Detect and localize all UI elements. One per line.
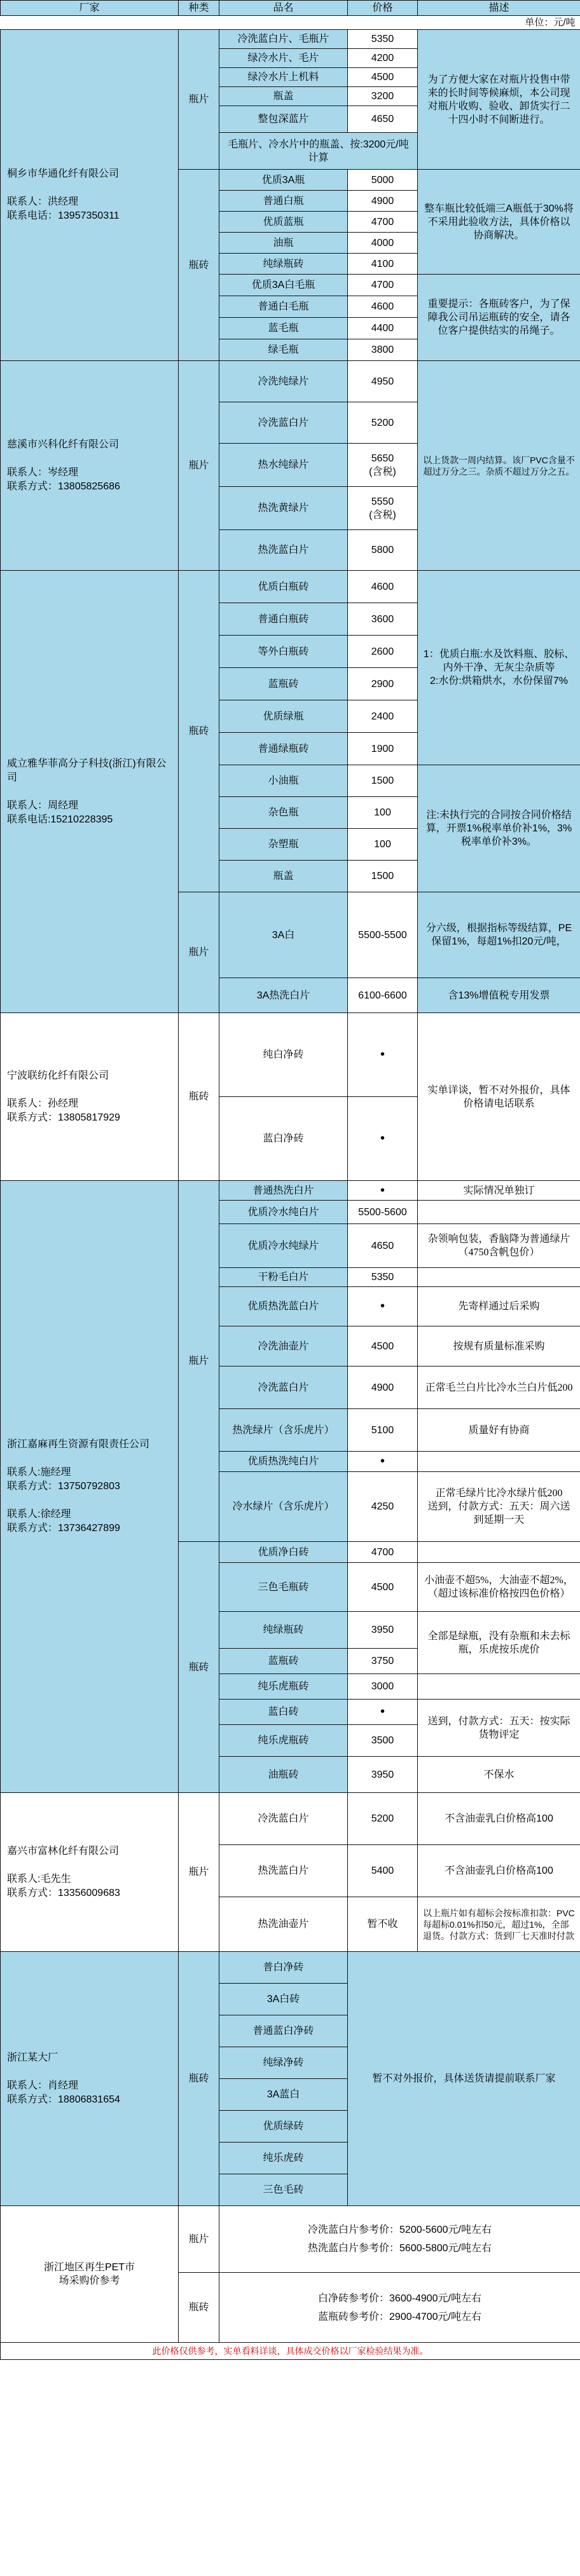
description: 以上货款一周内结算。该厂PVC含量不超过万分之三。杂质不超过万分之五。 — [418, 361, 580, 571]
type-cell: 瓶片 — [179, 1181, 219, 1542]
product-price: 5000 — [348, 170, 418, 191]
contact-person: 联系人:徐经理 — [7, 1509, 71, 1520]
type-cell: 瓶片 — [179, 1793, 219, 1952]
description — [418, 1201, 580, 1224]
product-name: 绿冷水片、毛片 — [219, 49, 348, 68]
product-name: 热水纯绿片 — [219, 444, 348, 487]
product-price: 3750 — [348, 1649, 418, 1674]
product-price: 100 — [348, 797, 418, 829]
product-price: 3200 — [348, 87, 418, 106]
contact-phone: 联系方式：13736427899 — [7, 1523, 120, 1534]
product-price: 5500-5500 — [348, 892, 418, 978]
product-price: 暂不收 — [348, 1897, 418, 1952]
reference-line: 蓝瓶砖参考价：2900-4700元/吨左右 — [318, 2311, 481, 2322]
product-price: 2400 — [348, 700, 418, 733]
description: 为了方便大家在对瓶片投售中带来的长时间等候麻烦，本公司现对瓶片收购、验收、卸货实行二十四小时不间断进行。 — [418, 30, 580, 170]
product-name: 优质热洗蓝白片 — [219, 1287, 348, 1326]
product-name: 冷洗蓝白片 — [219, 1793, 348, 1845]
product-price: 3600 — [348, 603, 418, 636]
contact-person: 联系人:毛先生 — [7, 1873, 71, 1884]
product-name: 热洗蓝白片 — [219, 1845, 348, 1897]
product-price: 4700 — [348, 212, 418, 233]
description: 送到，付款方式：五天：按实际货物评定 — [418, 1700, 580, 1757]
contact-person: 联系人：肖经理 — [7, 2080, 79, 2091]
product-price: 4600 — [348, 296, 418, 318]
reference-block — [219, 2273, 580, 2343]
product-name: 优质热洗纯白片 — [219, 1452, 348, 1472]
product-name: 纯乐虎瓶砖 — [219, 1674, 348, 1700]
product-price: • — [348, 1181, 418, 1201]
product-name: 纯乐虎瓶砖 — [219, 1725, 348, 1757]
product-name: 纯绿净砖 — [219, 2047, 348, 2079]
product-name: 普通白瓶砖 — [219, 603, 348, 636]
contact-phone: 联系电话：13957350311 — [7, 210, 120, 221]
contact-phone: 联系方式：13356009683 — [7, 1887, 120, 1898]
product-name: 优质3A瓶 — [219, 170, 348, 191]
description: 以上瓶片如有超标会按标准扣款：PVC每超标0.01%扣50元，超过1%，全部退货。付款方式：货到厂七天准时付款 — [418, 1897, 580, 1952]
contact-phone: 联系方式：13805825686 — [7, 480, 120, 492]
product-name: 热洗黄绿片 — [219, 487, 348, 530]
product-price: • — [348, 1700, 418, 1725]
description — [418, 1268, 580, 1287]
product-price: 4500 — [348, 68, 418, 87]
type-cell: 瓶片 — [179, 361, 219, 571]
product-price: 5500-5600 — [348, 1201, 418, 1224]
header-type: 种类 — [179, 1, 219, 16]
product-price: 4500 — [348, 1326, 418, 1366]
header-price: 价格 — [348, 1, 418, 16]
product-price: 4000 — [348, 233, 418, 254]
product-price: 5800 — [348, 530, 418, 571]
product-price: 4950 — [348, 361, 418, 402]
product-price: 4650 — [348, 1224, 418, 1268]
description: 整车瓶比较低端三A瓶低于30%将不采用此验收方法，具体价格以协商解决。 — [418, 170, 580, 275]
product-name: 纯白净砖 — [219, 1013, 348, 1097]
description-empty — [418, 1542, 580, 1563]
description: 实际情况单独订 — [418, 1181, 580, 1201]
product-price: 3800 — [348, 339, 418, 361]
type-cell: 瓶片 — [179, 2206, 219, 2273]
product-price: 4650 — [348, 106, 418, 133]
product-price: 3000 — [348, 1674, 418, 1700]
product-name: 油瓶 — [219, 233, 348, 254]
product-price: • — [348, 1287, 418, 1326]
company-cell — [1, 1181, 179, 1793]
company-name: 嘉兴市富林化纤有限公司 — [7, 1845, 120, 1857]
product-name: 蓝瓶砖 — [219, 1649, 348, 1674]
product-name: 蓝毛瓶 — [219, 318, 348, 339]
product-name: 纯绿瓶砖 — [219, 254, 348, 275]
product-name: 优质绿瓶 — [219, 700, 348, 733]
product-price: • — [348, 1013, 418, 1097]
type-cell: 瓶砖 — [179, 2273, 219, 2343]
product-price: 5350 — [348, 30, 418, 49]
product-name: 普通白毛瓶 — [219, 296, 348, 318]
contact-phone: 联系方式：13805817929 — [7, 1112, 120, 1123]
description — [418, 1452, 580, 1472]
product-price: 5200 — [348, 402, 418, 444]
header-desc: 描述 — [418, 1, 580, 16]
product-price: 3950 — [348, 1612, 418, 1649]
description: 实单详谈，暂不对外报价，具体价格请电话联系 — [418, 1013, 580, 1181]
product-name: 热洗绿片（含乐虎片） — [219, 1409, 348, 1452]
product-name: 优质净白砖 — [219, 1542, 348, 1563]
product-price: 4900 — [348, 1366, 418, 1409]
product-price: 1500 — [348, 765, 418, 797]
company-cell — [1, 1013, 179, 1181]
product-price: 5550 (含税) — [348, 487, 418, 530]
product-name: 整包深蓝片 — [219, 106, 348, 133]
description: 注:未执行完的合同按合同价格结算，开票1%税率单价补1%，3%税率单价补3%。 — [418, 765, 580, 892]
product-name: 冷水绿片（含乐虎片） — [219, 1472, 348, 1542]
product-name: 油瓶砖 — [219, 1757, 348, 1793]
product-name: 热洗油壶片 — [219, 1897, 348, 1952]
description: 按规有质量标准采购 — [418, 1326, 580, 1366]
product-price: 5650 (含税) — [348, 444, 418, 487]
company-name: 慈溪市兴科化纤有限公司 — [7, 439, 120, 450]
product-price: 2600 — [348, 636, 418, 668]
product-name: 普通热洗白片 — [219, 1181, 348, 1201]
product-name: 优质蓝瓶 — [219, 212, 348, 233]
contact-phone: 联系方式：18806831654 — [7, 2094, 120, 2105]
product-name: 优质白瓶砖 — [219, 571, 348, 603]
product-name: 热洗蓝白片 — [219, 530, 348, 571]
product-price: 4250 — [348, 1472, 418, 1542]
product-price: 4100 — [348, 254, 418, 275]
product-name: 3A热洗白片 — [219, 978, 348, 1013]
product-name: 三色毛砖 — [219, 2174, 348, 2206]
product-name: 普白净砖 — [219, 1952, 348, 1984]
product-name: 纯乐虎砖 — [219, 2143, 348, 2174]
contact-person: 联系人:施经理 — [7, 1467, 71, 1478]
product-name: 冷洗蓝白片 — [219, 402, 348, 444]
product-price: 2900 — [348, 668, 418, 700]
description: 先寄样通过后采购 — [418, 1287, 580, 1326]
product-price: 1900 — [348, 733, 418, 765]
company-cell — [1, 1952, 179, 2206]
contact-phone: 联系方式：13750792803 — [7, 1481, 120, 1492]
product-price: 3500 — [348, 1725, 418, 1757]
product-price: 6100-6600 — [348, 978, 418, 1013]
product-price: 5350 — [348, 1268, 418, 1287]
product-name: 3A白 — [219, 892, 348, 978]
product-price: 4700 — [348, 275, 418, 296]
product-name: 冷洗蓝白片、毛瓶片 — [219, 30, 348, 49]
product-name: 3A白砖 — [219, 1984, 348, 2015]
company-cell — [1, 571, 179, 1013]
product-name: 绿冷水片上机料 — [219, 68, 348, 87]
product-name: 蓝瓶砖 — [219, 668, 348, 700]
product-price: 5100 — [348, 1409, 418, 1452]
description: 不含油壶乳白价格高100 — [418, 1845, 580, 1897]
product-name: 冷洗纯绿片 — [219, 361, 348, 402]
description: 分六级，根据指标等级结算，PE保留1%，每超1%扣20元/吨， — [418, 892, 580, 978]
product-price: 4700 — [348, 1542, 418, 1563]
header-name: 品名 — [219, 1, 348, 16]
type-cell: 瓶片 — [179, 30, 219, 170]
description: 正常毛绿片比冷水绿片低200 送到，付款方式：五天：周六送到延期一天 — [418, 1472, 580, 1542]
product-name: 绿毛瓶 — [219, 339, 348, 361]
company-name: 桐乡市华通化纤有限公司 — [7, 168, 120, 179]
company-name: 宁波联纺化纤有限公司 — [7, 1070, 109, 1081]
product-price: 4500 — [348, 1563, 418, 1612]
product-name: 优质绿砖 — [219, 2111, 348, 2143]
product-name: 优质冷水纯绿片 — [219, 1224, 348, 1268]
product-name: 3A蓝白 — [219, 2079, 348, 2111]
company-cell — [1, 2206, 179, 2343]
unit-label: 单位：元/吨 — [1, 16, 580, 30]
product-name: 瓶盖 — [219, 87, 348, 106]
product-price: 4900 — [348, 191, 418, 212]
product-name: 纯绿瓶砖 — [219, 1612, 348, 1649]
contact-person: 联系人：周经理 — [7, 800, 79, 811]
description: 暂不对外报价，具体送货请提前联系厂家 — [348, 1952, 580, 2206]
reference-line: 热洗蓝白片参考价：5600-5800元/吨左右 — [308, 2243, 492, 2254]
type-cell: 瓶砖 — [179, 1952, 219, 2206]
company-name: 浙江某大厂 — [7, 2052, 59, 2063]
reference-line: 白净砖参考价：3600-4900元/吨左右 — [318, 2293, 481, 2304]
description: 含13%增值税专用发票 — [418, 978, 580, 1013]
product-name: 等外白瓶砖 — [219, 636, 348, 668]
description: 杂领响包装，香脑降为普通绿片（4750含帆包价） — [418, 1224, 580, 1268]
product-price: 5200 — [348, 1793, 418, 1845]
product-name: 普通蓝白净砖 — [219, 2015, 348, 2047]
product-name: 小油瓶 — [219, 765, 348, 797]
description: 小油壶不超5%，大油壶不超2%，（超过该标准价格按四色价格） — [418, 1563, 580, 1612]
company-cell — [1, 1793, 179, 1952]
product-note: 毛瓶片、冷水片中的瓶盖、按:3200元/吨计算 — [219, 133, 418, 170]
company-name: 浙江地区再生PET市场采购价参考 — [43, 2262, 135, 2286]
product-name: 三色毛瓶砖 — [219, 1563, 348, 1612]
description: 1：优质白瓶:水及饮料瓶、胶标、内外干净、无灰尘杂质等 2:水份:烘箱烘水，水份保留7% — [418, 571, 580, 765]
description: 重要提示：各瓶砖客户，为了保障我公司吊运瓶砖的安全，请各位客户提供结实的吊绳子。 — [418, 275, 580, 361]
product-name: 瓶盖 — [219, 861, 348, 892]
description: 全部是绿瓶，没有杂瓶和未去标瓶，乐虎按乐虎价 — [418, 1612, 580, 1674]
product-price: 5400 — [348, 1845, 418, 1897]
description: 不含油壶乳白价格高100 — [418, 1793, 580, 1845]
product-name: 优质3A白毛瓶 — [219, 275, 348, 296]
product-name: 普通绿瓶砖 — [219, 733, 348, 765]
product-name: 杂色瓶 — [219, 797, 348, 829]
company-name: 威立雅华菲高分子科技(浙江)有限公司 — [7, 758, 167, 783]
company-cell — [1, 30, 179, 361]
product-price: 4600 — [348, 571, 418, 603]
product-price: 1500 — [348, 861, 418, 892]
description-empty — [418, 1674, 580, 1700]
type-cell: 瓶片 — [179, 892, 219, 1013]
product-price: 4400 — [348, 318, 418, 339]
type-cell: 瓶砖 — [179, 571, 219, 892]
footer-note: 此价格仅供参考，实单看料详谈，具体成交价格以厂家检验结果为准。 — [1, 2343, 580, 2360]
product-price: • — [348, 1097, 418, 1181]
product-price: • — [348, 1452, 418, 1472]
product-name: 冷洗蓝白片 — [219, 1366, 348, 1409]
company-name: 浙江嘉麻再生资源有限责任公司 — [7, 1439, 150, 1450]
type-cell: 瓶砖 — [179, 1542, 219, 1793]
description: 质量好有协商 — [418, 1409, 580, 1452]
reference-line: 冷洗蓝白片参考价：5200-5600元/吨左右 — [308, 2225, 492, 2235]
product-name: 普通白瓶 — [219, 191, 348, 212]
contact-person: 联系人：岑经理 — [7, 467, 79, 478]
product-name: 蓝白砖 — [219, 1700, 348, 1725]
company-cell — [1, 361, 179, 571]
type-cell: 瓶砖 — [179, 1013, 219, 1181]
product-name: 杂塑瓶 — [219, 829, 348, 861]
product-name: 蓝白净砖 — [219, 1097, 348, 1181]
product-name: 冷洗油壶片 — [219, 1326, 348, 1366]
product-price: 3950 — [348, 1757, 418, 1793]
type-cell: 瓶砖 — [179, 170, 219, 361]
header-company: 厂家 — [1, 1, 179, 16]
contact-person: 联系人：洪经理 — [7, 196, 79, 207]
product-price: 4200 — [348, 49, 418, 68]
product-price: 100 — [348, 829, 418, 861]
product-name: 干粉毛白片 — [219, 1268, 348, 1287]
description: 不保水 — [418, 1757, 580, 1793]
contact-person: 联系人：孙经理 — [7, 1098, 79, 1109]
product-name: 优质冷水纯白片 — [219, 1201, 348, 1224]
description: 正常毛兰白片比冷水兰白片低200 — [418, 1366, 580, 1409]
reference-block — [219, 2206, 580, 2273]
contact-phone: 联系电话:15210228395 — [7, 814, 113, 825]
